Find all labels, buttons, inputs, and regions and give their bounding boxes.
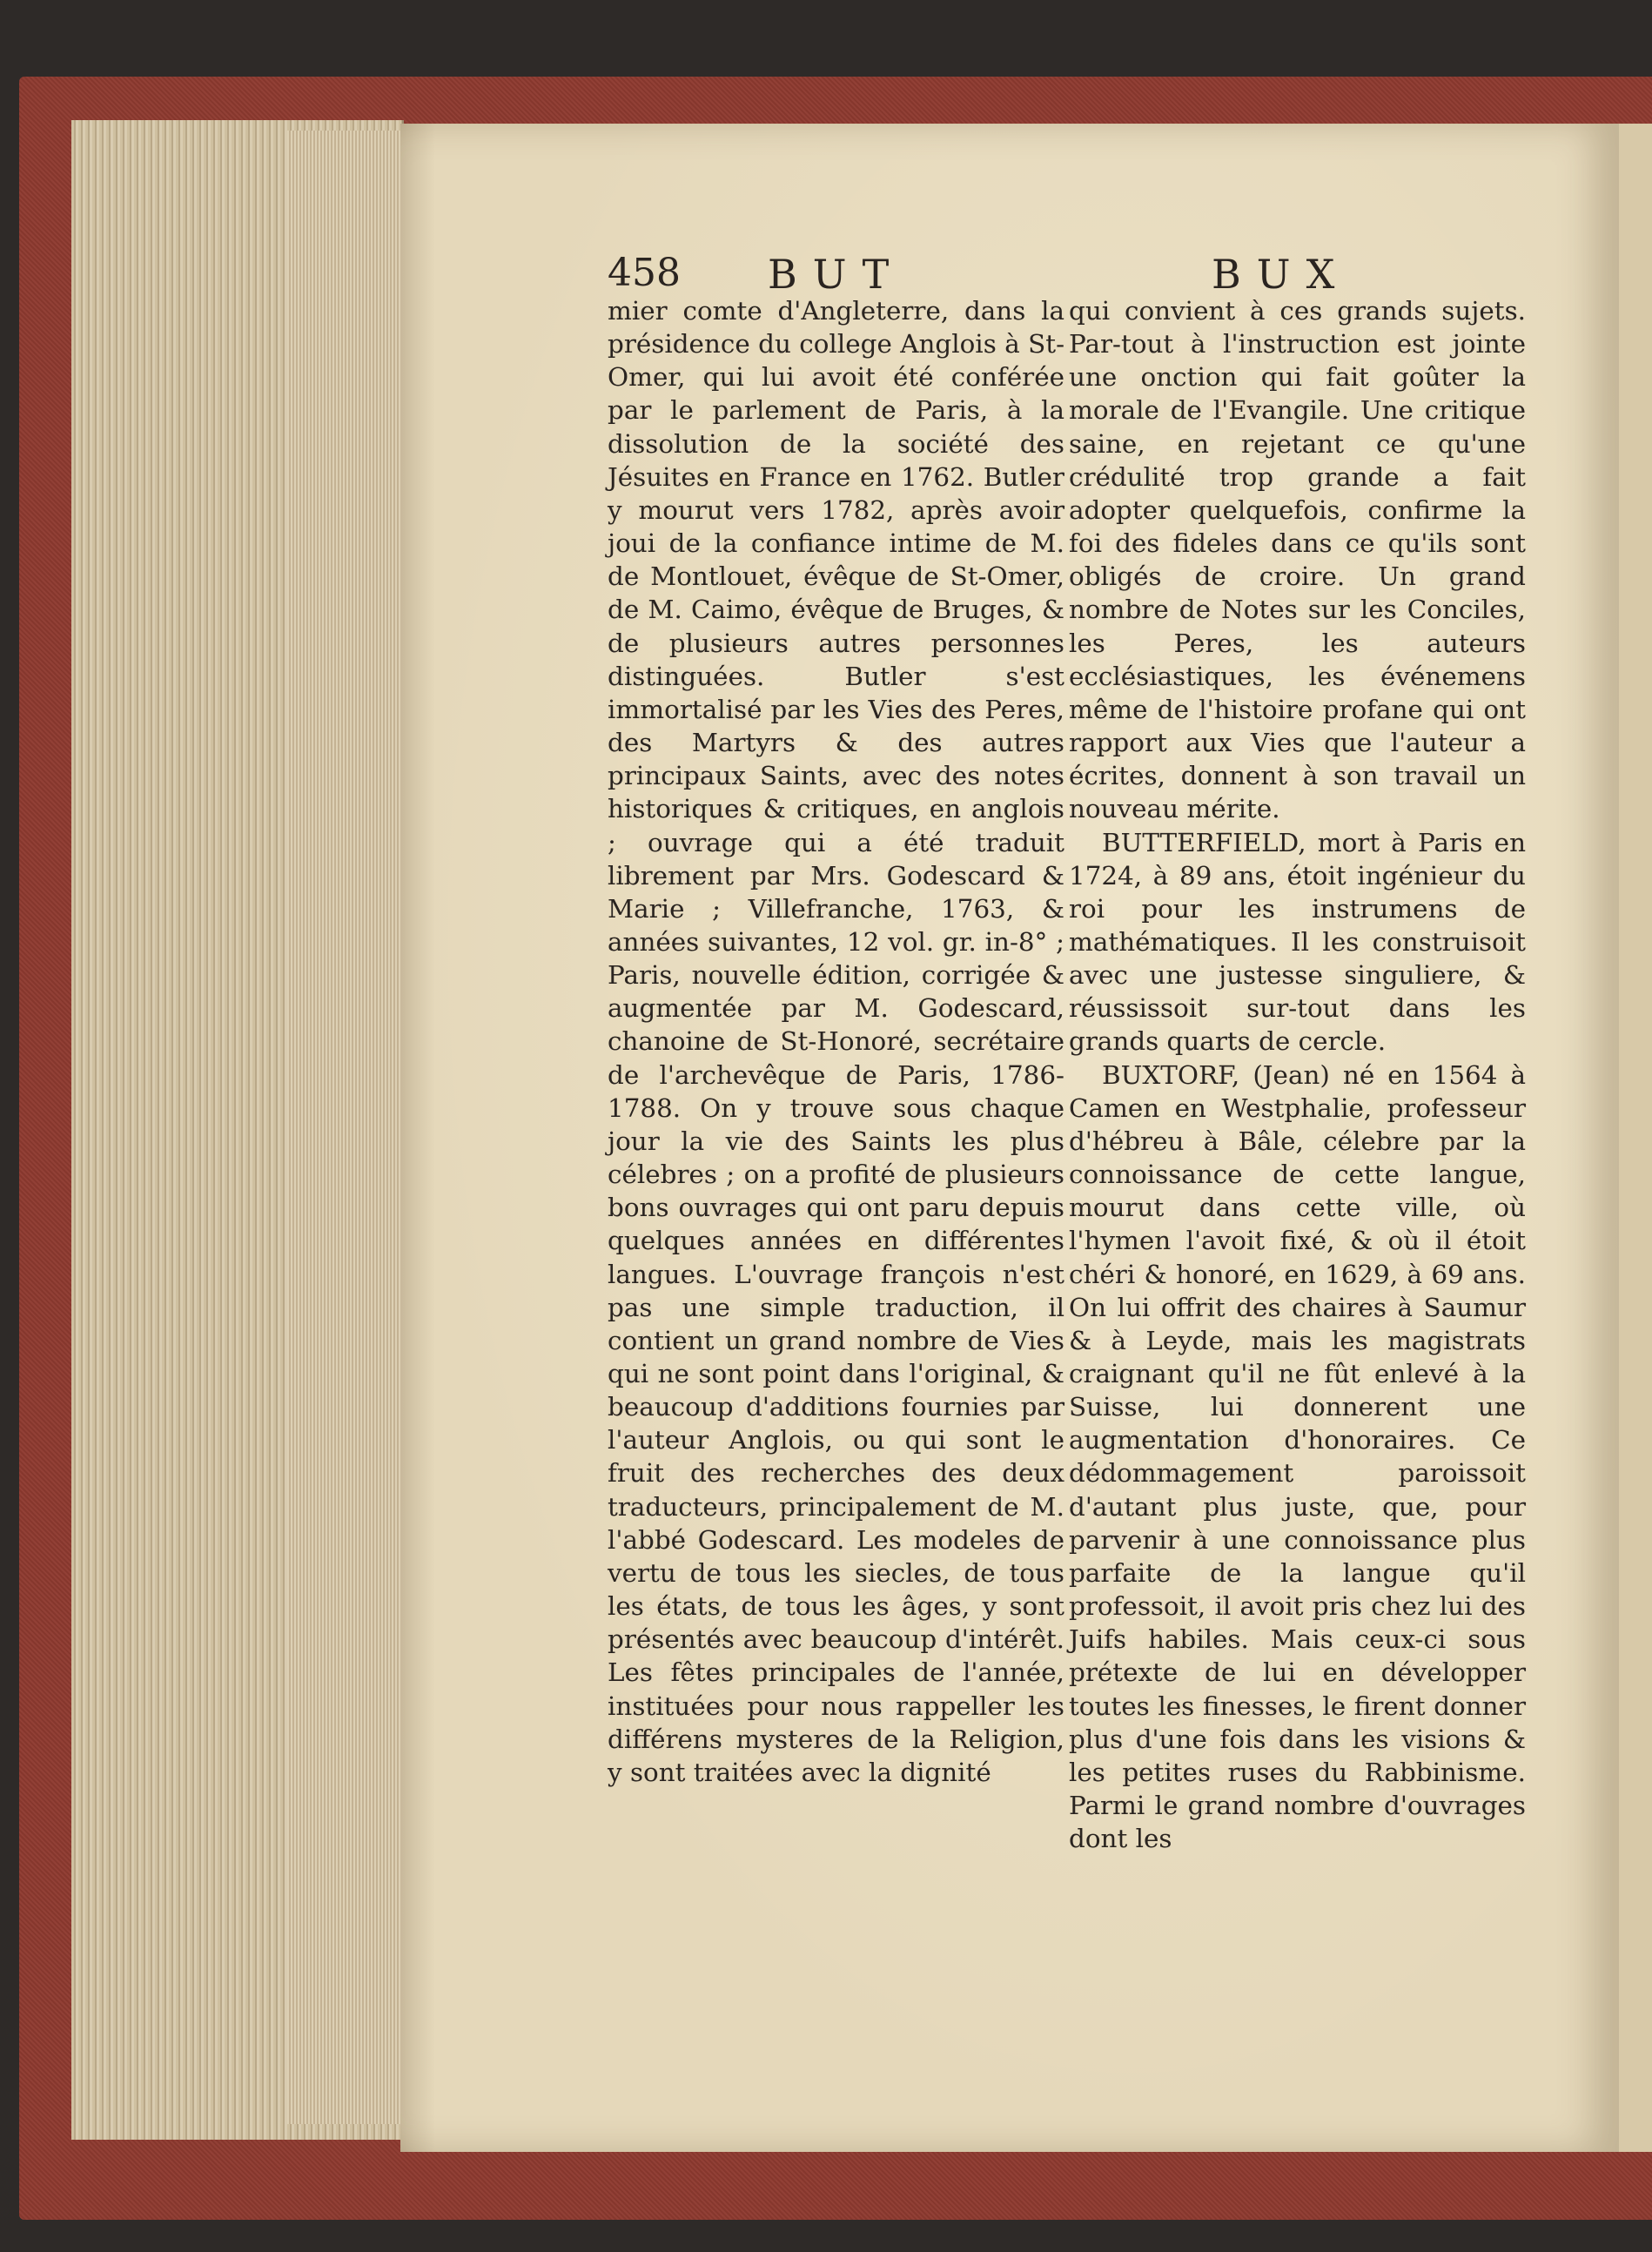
right-column-heading: BUX: [1212, 251, 1351, 298]
entry-butterfield: BUTTERFIELD, mort à Paris en 1724, à 89 ans, étoit ingénieur du roi pour les instrumens de mathématiques. Il les construisoit avec une justesse singuliere, & réussissoit sur-tout dans les grands quarts de cercle.: [1069, 827, 1526, 1057]
page-number: 458: [608, 251, 681, 295]
left-column-text: mier comte d'Angleterre, dans la présidence du college Anglois à St-Omer, qui lui avoit été conférée par le parlement de Paris, à la dissolution de la société des Jésuites en France en 1762. Butler y mourut vers 1782, après avoir joui de la confiance intime de M. de Montlouet, évêque de St-Omer, de M. Caimo, évêque de Bruges, & de plusieurs autres personnes distinguées. Butler s'est immortalisé par les Vies des Peres, des Martyrs & des autres principaux Saints, avec des notes historiques & critiques, en anglois ; ouvrage qui a été traduit librement par Mrs. Godescard & Marie ; Villefranche, 1763, & années suivantes, 12 vol. gr. in-8° ; Paris, nouvelle édition, corrigée & augmentée par M. Godescard, chanoine de St-Honoré, secrétaire de l'archevêque de Paris, 1786-1788. On y trouve sous chaque jour la vie des Saints les plus célebres ; on a profité de plusieurs bons ouvrages qui ont paru depuis quelques années en différentes langues. L'ouvrage françois n'est pas une simple traduction, il contient un grand nombre de Vies qui ne sont point dans l'original, & beaucoup d'additions fournies par l'auteur Anglois, ou qui sont le fruit des recherches des deux traducteurs, principalement de M. l'abbé Godescard. Les modeles de vertu de tous les siecles, de tous les états, de tous les âges, y sont présentés avec beaucoup d'intérêt. Les fêtes principales de l'année, instituées pour nous rappeller les différens mysteres de la Religion, y sont traitées avec la dignité: [608, 296, 1064, 1787]
left-text-column: [608, 294, 1064, 1789]
entry-buxtorf: BUXTORF, (Jean) né en 1564 à Camen en Westphalie, professeur d'hébreu à Bâle, célebre par la connoissance de cette langue, mourut dans cette ville, où l'hymen l'avoit fixé, & où il étoit chéri & honoré, en 1629, à 69 ans. On lui offrit des chaires à Saumur & à Leyde, mais les magistrats craignant qu'il ne fût enlevé à la Suisse, lui donnerent une augmentation d'honoraires. Ce dédommagement paroissoit d'autant plus juste, que, pour parvenir à une connoissance plus parfaite de la langue qu'il professoit, il avoit pris chez lui des Juifs habiles. Mais ceux-ci sous prétexte de lui en développer toutes les finesses, le firent donner plus d'une fois dans les visions & les petites ruses du Rabbinisme. Parmi le grand nombre d'ouvrages dont les: [1069, 1059, 1526, 1854]
right-text-column: [1069, 294, 1526, 1855]
page-edges-inner: [287, 131, 400, 2124]
left-column-heading: BUT: [768, 251, 905, 298]
facing-page-edge: [1619, 124, 1652, 2152]
right-column-continuation: qui convient à ces grands sujets. Par-tout à l'instruction est jointe une onction qui fait goûter la morale de l'Evangile. Une critique saine, en rejetant ce qu'une crédulité trop grande a fait adopter quelquefois, confirme la foi des fideles dans ce qu'ils sont obligés de croire. Un grand nombre de Notes sur les Conciles, les Peres, les auteurs ecclésiastiques, les événemens même de l'histoire profane qui ont rapport aux Vies que l'auteur a écrites, donnent à son travail un nouveau mérite.: [1069, 296, 1526, 824]
